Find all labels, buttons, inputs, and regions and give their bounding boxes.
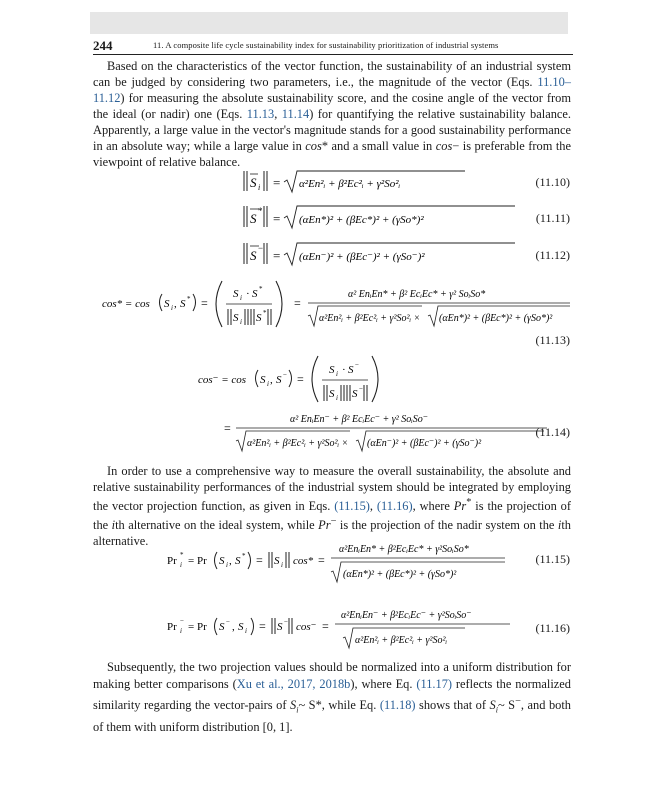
svg-text:α² EnᵢEn* + β² EcᵢEc* + γ² Soᵢ: α² EnᵢEn* + β² EcᵢEc* + γ² SoᵢSo* [348,289,486,300]
svg-text:*: * [258,206,263,216]
svg-text:,: , [229,555,232,567]
svg-text:=: = [224,421,231,435]
eq-link-11-17[interactable]: (11.17) [416,677,453,691]
svg-text:−: − [355,361,359,369]
text: ) for quantifying the relative sustainability balance. Apparently, a large value in the vector's magnitude stands for a good sustainability performance in an absolute way; while a large value in [93,107,571,153]
svg-text:*: * [263,309,267,317]
citation-xu-2017-2018b[interactable]: Xu et al., 2017, 2018b [236,677,351,691]
paragraph-normalization [93,659,571,736]
svg-text:*: * [180,551,184,559]
svg-text:=: = [322,619,329,633]
text: In order to use a comprehensive way to measure the overall sustainability, the absolute and relative sustainability performances of the industrial system should be integrated by employing the vector projection function, as given in Eqs. [93,464,571,514]
svg-text:i: i [180,627,182,635]
svg-text:= Pr: = Pr [188,555,207,567]
svg-text:−: − [283,371,287,379]
svg-text:S: S [252,288,258,300]
equation-11-15 [165,537,545,590]
text: ~ S [497,698,516,713]
text: , [369,499,377,514]
text: ), where Eq. [350,677,417,691]
page-header [93,38,573,55]
text: Subsequently, the two projection values should be normalized into a uniform distribution for making better comparisons ( [93,660,571,691]
svg-text:S: S [256,312,262,324]
svg-text:(αEn*)² + (βEc*)² + (γSo*)²: (αEn*)² + (βEc*)² + (γSo*)² [439,313,553,324]
svg-text:−: − [258,243,264,253]
running-title: 11. A composite life cycle sustainability index for sustainability prioritization of industrial systems [153,40,499,50]
svg-text:S: S [219,555,225,567]
eq-number-11-10: (11.10) [535,175,570,189]
svg-text:=: = [259,619,266,633]
eq-number-11-16: (11.16) [535,621,570,635]
text: , [274,107,282,121]
svg-text:i: i [226,561,228,569]
eq-number-11-11: (11.11) [535,211,570,225]
svg-text:·: · [246,288,250,300]
svg-text:α²EnᵢEn⁻ + β²EcᵢEc⁻ + γ²SoᵢSo⁻: α²EnᵢEn⁻ + β²EcᵢEc⁻ + γ²SoᵢSo⁻ [341,610,472,621]
svg-text:,: , [232,621,235,633]
svg-text:,: , [174,298,177,310]
svg-text:S: S [233,288,239,300]
svg-text:Pr: Pr [167,555,177,567]
svg-text:S: S [180,298,186,310]
equation-11-10 [240,168,470,201]
svg-text:α²EnᵢEn* + β²EcᵢEc* + γ²SoᵢSo*: α²EnᵢEn* + β²EcᵢEc* + γ²SoᵢSo* [339,544,469,555]
top-gray-band [90,12,568,34]
svg-text:=: = [273,175,281,190]
eq-link-11-10-11-12[interactable]: 11.10–11.12 [93,75,571,105]
svg-text:i: i [171,304,173,312]
i-italic: i [557,518,562,533]
svg-text:S: S [233,312,239,324]
svg-text:α²En²ᵢ + β²Ec²ᵢ + γ²So²ᵢ ×: α²En²ᵢ + β²Ec²ᵢ + γ²So²ᵢ × [319,313,421,324]
svg-text:i: i [281,561,283,569]
svg-text:cos* = cos: cos* = cos [102,298,150,310]
svg-text:=: = [273,248,281,263]
equation-11-16 [165,603,545,656]
svg-text:i: i [258,183,261,192]
text: ~ S [298,698,316,713]
svg-text:S: S [277,621,283,633]
svg-text:(αEn⁻)² + (βEc⁻)² + (γSo⁻)²: (αEn⁻)² + (βEc⁻)² + (γSo⁻)² [367,438,482,449]
svg-text:α² EnᵢEn⁻ + β² EcᵢEc⁻ + γ² Soᵢ: α² EnᵢEn⁻ + β² EcᵢEc⁻ + γ² SoᵢSo⁻ [290,414,429,425]
svg-text:i: i [336,394,338,402]
svg-text:cos⁻ = cos: cos⁻ = cos [198,374,247,386]
svg-text:S: S [260,374,266,386]
svg-text:=: = [273,211,281,226]
svg-text:S: S [250,211,257,226]
text: * and a small value in [321,139,436,153]
page-number: 244 [93,38,113,53]
text: is the projection of the [93,499,571,533]
svg-text:S: S [348,364,354,376]
svg-text:(αEn*)² + (βEc*)² + (γSo*)²: (αEn*)² + (βEc*)² + (γSo*)² [343,569,457,580]
svg-text:i: i [267,380,269,388]
eq-link-11-13[interactable]: 11.13 [246,107,275,121]
svg-text:=: = [201,296,208,310]
svg-text:cos⁻: cos⁻ [296,621,317,633]
svg-text:·: · [342,364,346,376]
eq-number-11-12: (11.12) [535,248,570,262]
svg-text:i: i [240,294,242,302]
svg-text:S: S [250,248,257,263]
svg-text:α²En²ᵢ + β²Ec²ᵢ + γ²So²ᵢ: α²En²ᵢ + β²Ec²ᵢ + γ²So²ᵢ [299,178,401,190]
eq-link-11-16[interactable]: (11.16) [376,499,413,514]
svg-text:i: i [240,318,242,326]
svg-text:−: − [359,385,363,393]
text: − is preferable from the viewpoint of relative balance. [93,139,571,169]
text: ) for measuring the absolute sustainability score, and the cosine angle of the vector from the ideal (or nadir) one (Eqs. [93,91,571,121]
svg-text:S: S [164,298,170,310]
paragraph-intro [93,58,571,170]
pr-italic: Pr [318,518,331,533]
eq-number-11-13: (11.13) [535,333,570,347]
superscript: − [330,516,337,528]
s-italic: S [489,698,496,713]
text: is the projection of the nadir system on the [336,518,558,533]
svg-text:(αEn*)² + (βEc*)² + (γSo*)²: (αEn*)² + (βEc*)² + (γSo*)² [299,214,424,226]
svg-text:=: = [318,553,325,567]
subscript-i: i [495,705,498,715]
svg-text:S: S [329,364,335,376]
svg-text:S: S [235,555,241,567]
eq-number-11-15: (11.15) [535,552,570,566]
svg-text:= Pr: = Pr [188,621,207,633]
eq-link-11-14[interactable]: 11.14 [281,107,310,121]
eq-link-11-18[interactable]: (11.18) [379,698,416,713]
text: reflects the normalized similarity regarding the vector-pairs of [93,677,571,713]
subscript-i: i [296,705,299,715]
i-italic: i [111,518,116,533]
equation-11-14-rhs [222,408,552,459]
equation-11-12 [240,240,520,275]
text: , and both of them with uniform distribution [0, 1]. [93,698,571,734]
svg-text:i: i [336,370,338,378]
svg-text:(αEn⁻)² + (βEc⁻)² + (γSo⁻)²: (αEn⁻)² + (βEc⁻)² + (γSo⁻)² [299,251,425,263]
svg-text:*: * [259,285,263,293]
svg-text:*: * [187,295,191,303]
equation-11-11 [240,203,520,238]
text: th alternative. [93,518,571,549]
svg-text:S: S [352,388,358,400]
svg-text:−: − [226,618,230,626]
svg-text:i: i [245,627,247,635]
svg-text:S: S [276,374,282,386]
s-italic: S [290,698,297,713]
cos-italic: cos [305,139,322,153]
svg-text:cos*: cos* [293,555,314,567]
svg-text:S: S [329,388,335,400]
equation-11-14-lhs [170,352,420,409]
eq-number-11-14: (11.14) [535,425,570,439]
svg-text:*: * [242,552,246,560]
svg-text:α²En²ᵢ + β²Ec²ᵢ + γ²So²ᵢ: α²En²ᵢ + β²Ec²ᵢ + γ²So²ᵢ [355,635,448,646]
svg-text:=: = [297,372,304,386]
svg-text:,: , [270,374,273,386]
svg-text:S: S [238,621,244,633]
svg-text:=: = [256,553,263,567]
svg-text:i: i [180,561,182,569]
text: Based on the characteristics of the vector function, the sustainability of an industrial system can be judged by considering two parameters, i.e., the magnitude of the vector (Eqs. [93,59,571,89]
svg-text:α²En²ᵢ + β²Ec²ᵢ + γ²So²ᵢ ×: α²En²ᵢ + β²Ec²ᵢ + γ²So²ᵢ × [247,438,349,449]
svg-text:Pr: Pr [167,621,177,633]
svg-text:−: − [180,617,184,625]
svg-text:=: = [294,296,301,310]
svg-text:−: − [284,618,288,626]
text: , where [412,499,454,514]
text: shows that of [415,698,490,713]
superscript: * [466,497,472,508]
pr-italic: Pr [453,499,467,514]
text: th alternative on the ideal system, while [115,518,319,533]
svg-text:S: S [219,621,225,633]
cos-italic: cos [435,139,453,153]
superscript: − [515,696,521,707]
text: *, while Eq. [315,698,380,713]
svg-text:S: S [274,555,280,567]
svg-text:S: S [250,175,257,190]
eq-link-11-15[interactable]: (11.15) [334,499,370,514]
equation-11-13 [100,278,575,335]
